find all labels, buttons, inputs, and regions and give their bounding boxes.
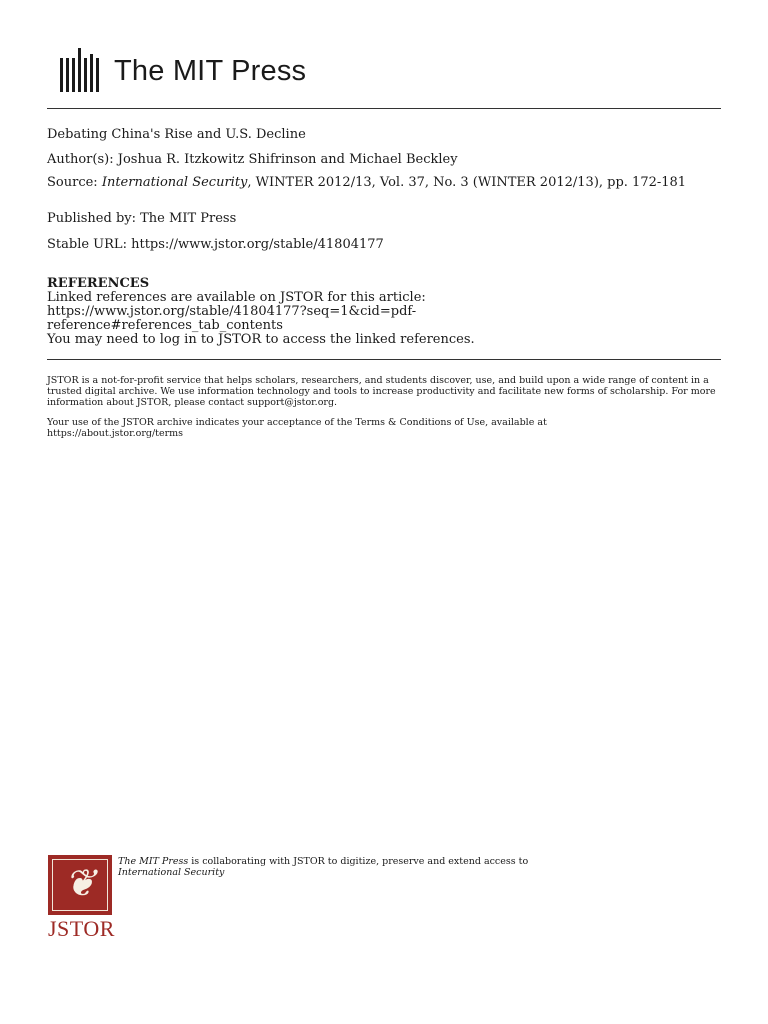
- collab-text: is collaborating with JSTOR to digitize, preserve and extend access to: [188, 856, 529, 867]
- references-body: [47, 291, 721, 347]
- publisher-logo-text: The MIT Press: [114, 54, 307, 87]
- jstor-logo: [48, 855, 114, 941]
- references-link-line2[interactable]: reference#references_tab_contents: [47, 318, 283, 333]
- article-stable-url: [47, 237, 721, 252]
- header-divider: [47, 108, 721, 109]
- article-publisher: [47, 211, 721, 226]
- references-link[interactable]: [47, 305, 721, 333]
- authors-value: Joshua R. Itzkowitz Shifrinson and Michael Beckley: [117, 152, 458, 167]
- published-value: The MIT Press: [140, 211, 237, 226]
- collab-journal: International Security: [118, 867, 225, 878]
- references-heading: REFERENCES: [47, 276, 150, 291]
- publisher-logo: [60, 48, 306, 92]
- authors-label: Author(s):: [47, 152, 114, 167]
- references-link-line1[interactable]: https://www.jstor.org/stable/41804177?seq=1&cid=pdf-: [47, 304, 417, 319]
- source-journal: International Security: [101, 175, 248, 190]
- article-source: [47, 175, 721, 190]
- source-details: , WINTER 2012/13, Vol. 37, No. 3 (WINTER 2012/13), pp. 172-181: [247, 175, 687, 190]
- jstor-notice-paragraph: JSTOR is a not-for-profit service that helps scholars, researchers, and students discover, use, and build upon a wide range of content in a trusted digital archive. We use information technology and tools to increase productivity and facilitate new forms of scholarship. For more information about JSTOR, please contact support@jstor.org.: [47, 375, 716, 408]
- terms-link[interactable]: https://about.jstor.org/terms: [47, 428, 184, 439]
- terms-notice: [47, 417, 721, 439]
- section-divider: [47, 359, 721, 360]
- mit-press-bars-icon: [60, 48, 102, 92]
- stable-url-label: Stable URL:: [47, 237, 127, 252]
- references-login-note: You may need to log in to JSTOR to access the linked references.: [47, 332, 475, 347]
- jstor-wordmark: JSTOR: [48, 916, 115, 941]
- source-label: Source:: [47, 175, 98, 190]
- collaboration-statement: [118, 856, 718, 878]
- stable-url-link[interactable]: https://www.jstor.org/stable/41804177: [131, 237, 384, 252]
- collab-publisher: The MIT Press: [118, 856, 189, 867]
- article-authors: [47, 152, 721, 167]
- article-title: Debating China's Rise and U.S. Decline: [47, 127, 306, 142]
- published-label: Published by:: [47, 211, 136, 226]
- jstor-emblem-icon: ❦: [48, 855, 112, 915]
- terms-notice-text: Your use of the JSTOR archive indicates your acceptance of the Terms & Conditions of Use, available at: [47, 417, 547, 428]
- references-intro: Linked references are available on JSTOR for this article:: [47, 290, 426, 305]
